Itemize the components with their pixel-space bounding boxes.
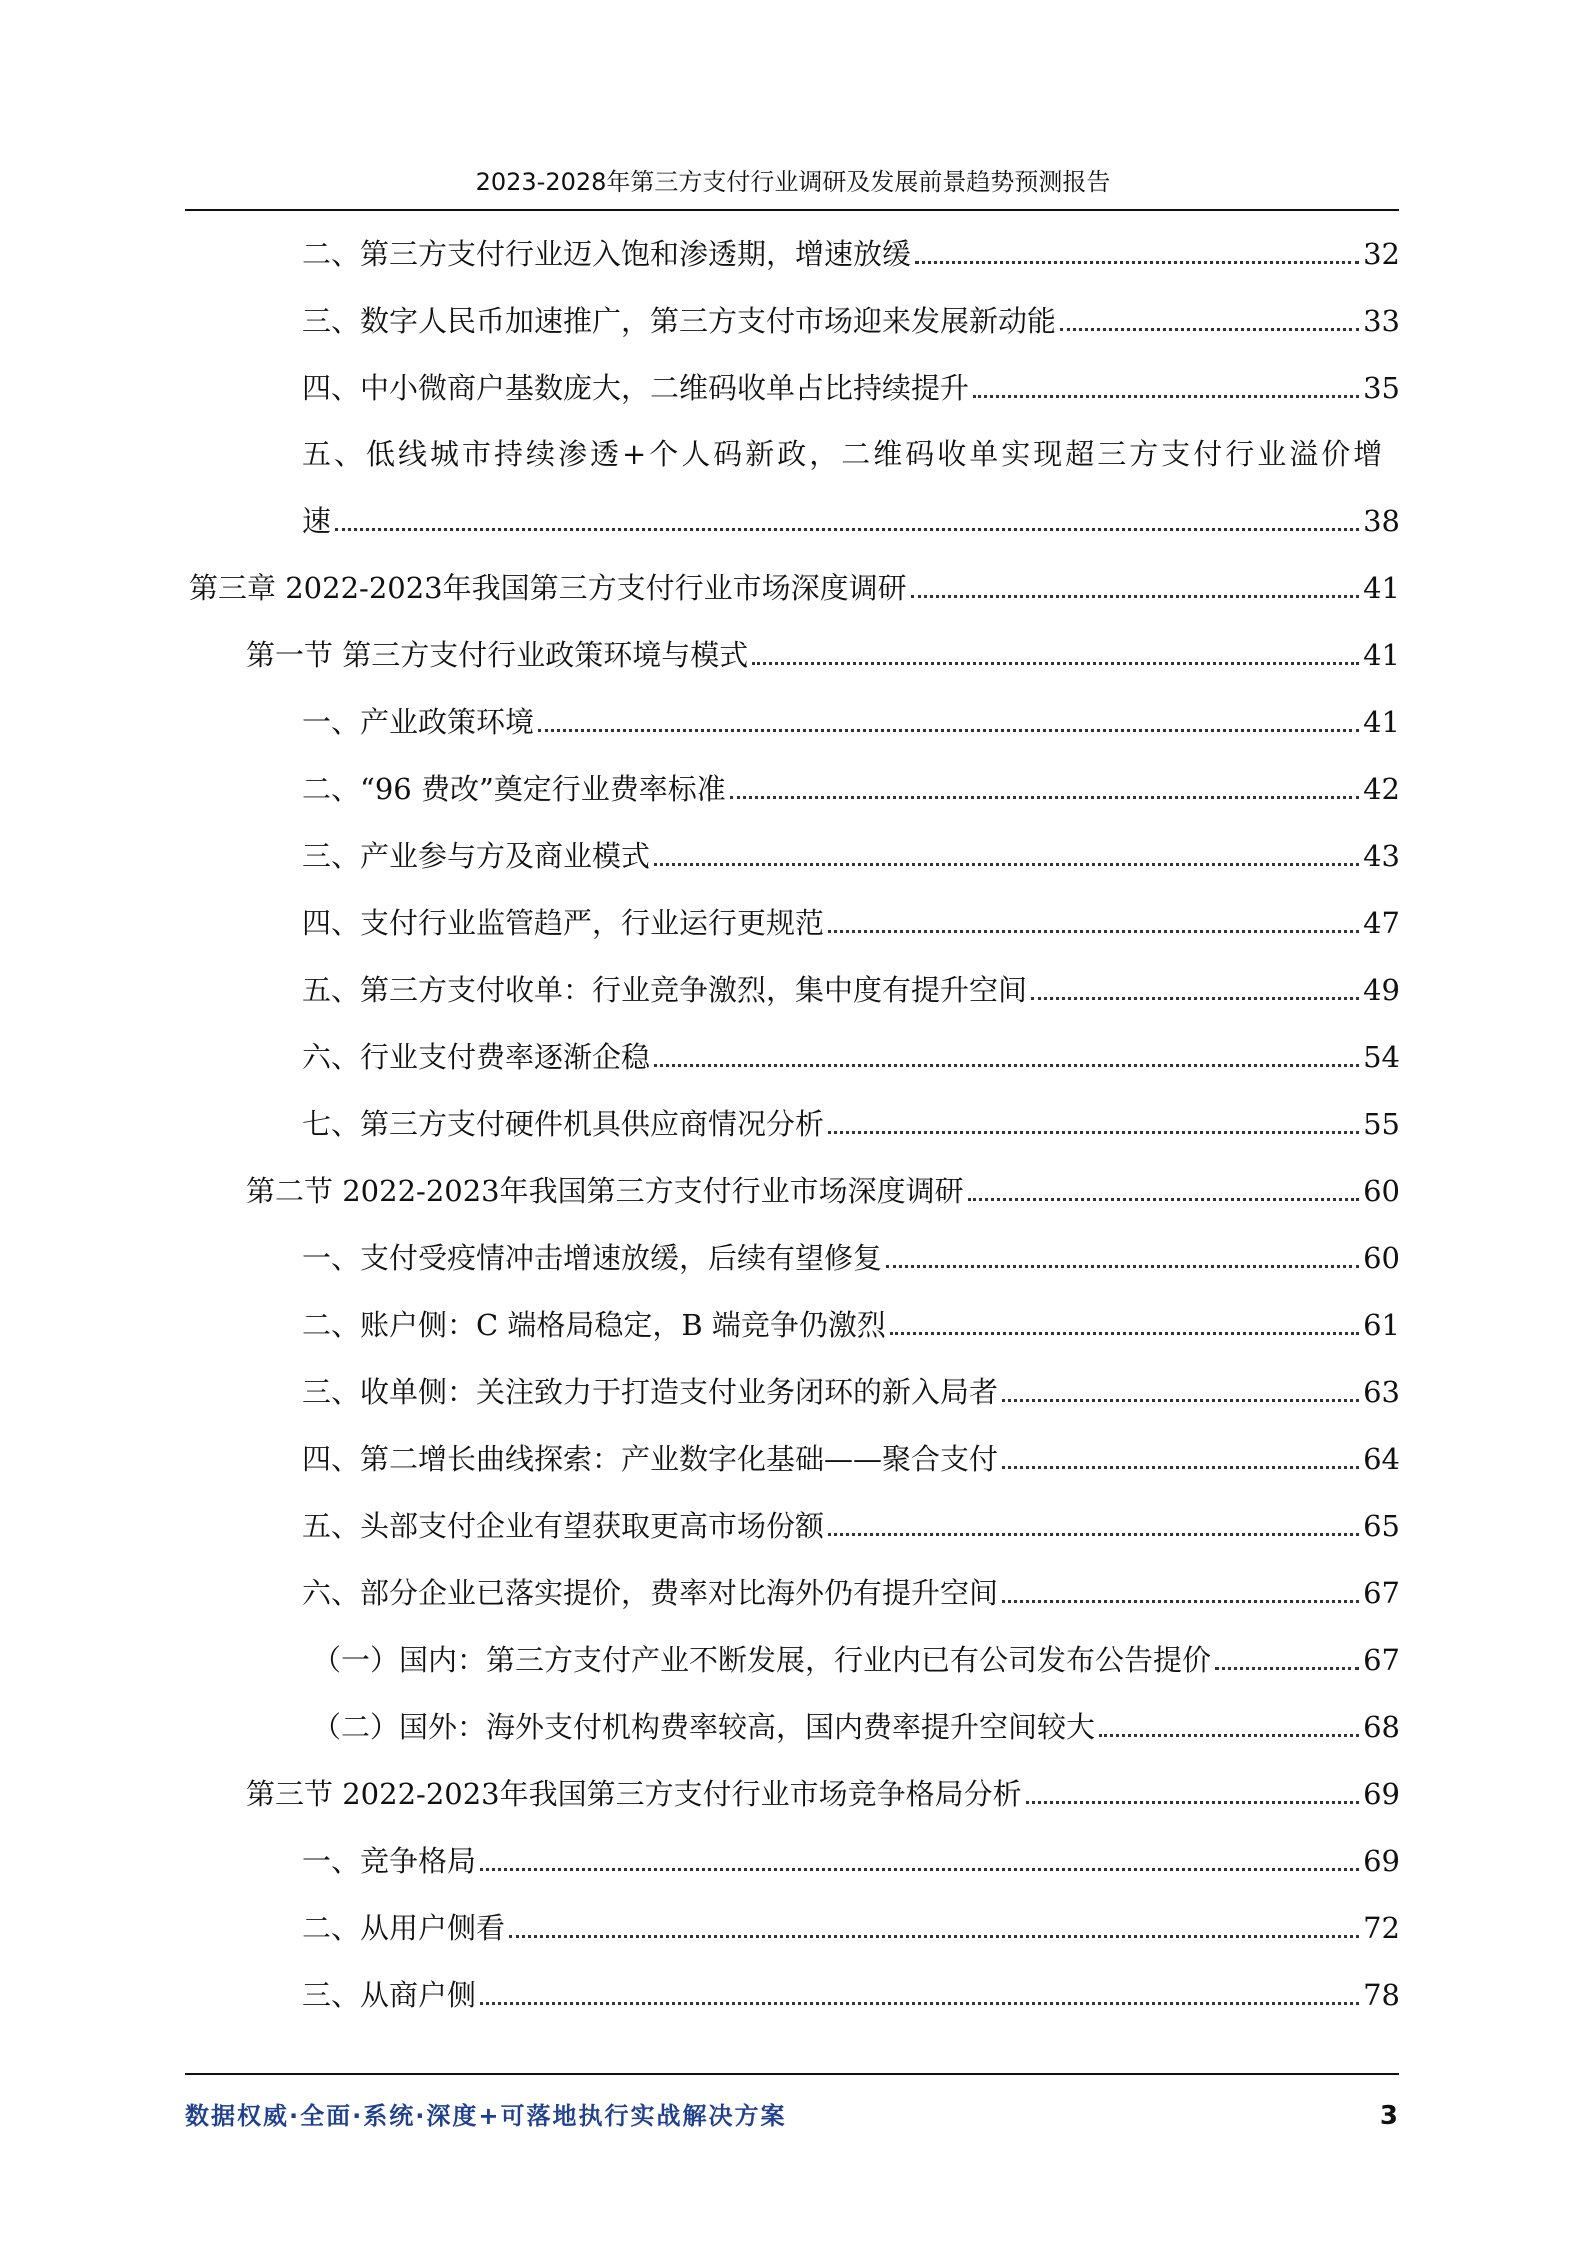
footer-divider [185, 2073, 1399, 2075]
toc-entry[interactable] [302, 1100, 1400, 1148]
toc-leader-dots [509, 1935, 1359, 1938]
toc-leader-dots [915, 261, 1359, 264]
toc-leader-dots [752, 662, 1359, 665]
toc-leader-dots [538, 729, 1359, 732]
toc-entry-page: 41 [1363, 705, 1400, 739]
toc-leader-dots [730, 796, 1359, 799]
toc-entry[interactable] [302, 899, 1400, 947]
toc-section[interactable] [246, 631, 1400, 679]
toc-entry-title: 第三节 2022-2023年我国第三方支付行业市场竞争格局分析 [246, 1777, 1022, 1811]
toc-entry-page: 55 [1363, 1107, 1400, 1141]
toc-entry-title: 五、头部支付企业有望获取更高市场份额 [302, 1509, 825, 1543]
toc-leader-dots [973, 395, 1359, 398]
toc-entry[interactable] [302, 1234, 1400, 1282]
toc-entry-title: （一）国内：第三方支付产业不断发展，行业内已有公司发布公告提价 [312, 1643, 1212, 1677]
toc-entry-title: 五、第三方支付收单：行业竞争激烈，集中度有提升空间 [302, 973, 1028, 1007]
toc-entry-page: 61 [1363, 1308, 1400, 1342]
toc-entry-page: 41 [1363, 571, 1400, 605]
toc-entry-page: 72 [1363, 1911, 1400, 1945]
toc-entry[interactable] [302, 698, 1400, 746]
toc-leader-dots [1031, 997, 1359, 1000]
toc-entry-page: 78 [1363, 1978, 1400, 2012]
toc-section[interactable] [246, 1770, 1400, 1818]
toc-entry-page: 65 [1363, 1509, 1400, 1543]
toc-entry-title: 四、第二增长曲线探索：产业数字化基础——聚合支付 [302, 1442, 999, 1476]
toc-entry-page: 60 [1363, 1174, 1400, 1208]
toc-entry[interactable] [302, 1301, 1400, 1349]
toc-entry[interactable] [302, 966, 1400, 1014]
toc-entry-title: 一、支付受疫情冲击增速放缓，后续有望修复 [302, 1241, 883, 1275]
toc-entry-page: 64 [1363, 1442, 1400, 1476]
toc-entry[interactable] [302, 1435, 1400, 1483]
toc-leader-dots [911, 595, 1359, 598]
toc-leader-dots [480, 1868, 1359, 1871]
toc-subentry[interactable] [312, 1636, 1400, 1684]
toc-entry-page: 49 [1363, 973, 1400, 1007]
toc-entry-title: 六、行业支付费率逐渐企稳 [302, 1040, 651, 1074]
toc-entry-title: 二、账户侧：C 端格局稳定，B 端竞争仍激烈 [302, 1308, 886, 1342]
toc-entry-page: 43 [1363, 839, 1400, 873]
toc-leader-dots [335, 528, 1359, 531]
toc-leader-dots [828, 930, 1359, 933]
toc-entry[interactable] [302, 230, 1400, 278]
toc-entry-title: 三、产业参与方及商业模式 [302, 839, 651, 873]
toc-entry-title: 三、从商户侧 [302, 1978, 477, 2012]
toc-entry-page: 67 [1363, 1576, 1400, 1610]
page-header-title: 2023-2028年第三方支付行业调研及发展前景趋势预测报告 [475, 168, 1111, 196]
toc-entry[interactable] [302, 364, 1400, 412]
toc-entry-page: 35 [1363, 371, 1400, 405]
toc-leader-dots [480, 2002, 1359, 2005]
toc-entry-title: 一、竞争格局 [302, 1844, 477, 1878]
toc-leader-dots [886, 1265, 1359, 1268]
toc-entry-page: 68 [1363, 1710, 1400, 1744]
toc-leader-dots [1099, 1734, 1359, 1737]
toc-entry-title: 第二节 2022-2023年我国第三方支付行业市场深度调研 [246, 1174, 964, 1208]
toc-entry[interactable] [302, 1502, 1400, 1550]
toc-leader-dots [828, 1533, 1359, 1536]
toc-leader-dots [1002, 1466, 1359, 1469]
toc-entry-wrapped-line2[interactable] [302, 497, 1400, 545]
toc-entry-title: 二、第三方支付行业迈入饱和渗透期，增速放缓 [302, 237, 912, 271]
toc-leader-dots [890, 1332, 1359, 1335]
toc-leader-dots [654, 863, 1359, 866]
toc-leader-dots [1060, 328, 1359, 331]
toc-entry[interactable] [302, 1837, 1400, 1885]
toc-entry-page: 32 [1363, 237, 1400, 271]
toc-entry-title: 一、产业政策环境 [302, 705, 535, 739]
toc-entry-page: 42 [1363, 772, 1400, 806]
toc-entry-page: 33 [1363, 304, 1400, 338]
toc-entry-title: 第一节 第三方支付行业政策环境与模式 [246, 638, 749, 672]
toc-leader-dots [968, 1198, 1359, 1201]
toc-entry-title: 三、数字人民币加速推广，第三方支付市场迎来发展新动能 [302, 304, 1057, 338]
toc-section[interactable] [246, 1167, 1400, 1215]
toc-entry-page: 69 [1363, 1777, 1400, 1811]
toc-entry-page: 60 [1363, 1241, 1400, 1275]
toc-leader-dots [1026, 1801, 1359, 1804]
toc-entry[interactable] [302, 1971, 1400, 2019]
toc-entry-title: 四、支付行业监管趋严，行业运行更规范 [302, 906, 825, 940]
toc-subentry[interactable] [312, 1703, 1400, 1751]
toc-entry-page: 69 [1363, 1844, 1400, 1878]
toc-entry-title: 四、中小微商户基数庞大，二维码收单占比持续提升 [302, 371, 970, 405]
toc-leader-dots [828, 1131, 1359, 1134]
toc-entry-title: 三、收单侧：关注致力于打造支付业务闭环的新入局者 [302, 1375, 999, 1409]
toc-entry[interactable] [302, 832, 1400, 880]
toc-entry-title: 二、“96 费改”奠定行业费率标准 [302, 772, 726, 806]
toc-entry-title: 七、第三方支付硬件机具供应商情况分析 [302, 1107, 825, 1141]
toc-entry-page: 41 [1363, 638, 1400, 672]
toc-entry[interactable] [302, 1904, 1400, 1952]
toc-chapter[interactable] [189, 564, 1400, 612]
toc-leader-dots [1215, 1667, 1359, 1670]
toc-entry[interactable] [302, 1033, 1400, 1081]
toc-leader-dots [654, 1064, 1359, 1067]
page-number: 3 [1379, 2101, 1398, 2131]
toc-entry-page: 67 [1363, 1643, 1400, 1677]
toc-entry-title: 六、部分企业已落实提价，费率对比海外仍有提升空间 [302, 1576, 999, 1610]
toc-entry-page: 47 [1363, 906, 1400, 940]
toc-entry-title: 速 [302, 504, 332, 538]
toc-entry-title: 二、从用户侧看 [302, 1911, 506, 1945]
toc-entry[interactable] [302, 765, 1400, 813]
toc-entry[interactable] [302, 1368, 1400, 1416]
toc-entry-page: 38 [1363, 504, 1400, 538]
toc-entry-page: 63 [1363, 1375, 1400, 1409]
toc-leader-dots [1002, 1399, 1359, 1402]
toc-entry-page: 54 [1363, 1040, 1400, 1074]
toc-leader-dots [1002, 1600, 1359, 1603]
toc-entry-title: 第三章 2022-2023年我国第三方支付行业市场深度调研 [189, 571, 907, 605]
footer-slogan: 数据权威·全面·系统·深度+可落地执行实战解决方案 [185, 2102, 787, 2130]
toc-entry[interactable] [302, 297, 1400, 345]
toc-entry[interactable] [302, 1569, 1400, 1617]
toc-entry-wrapped-line1[interactable]: 五、低线城市持续渗透+个人码新政，二维码收单实现超三方支付行业溢价增 [302, 437, 1386, 471]
toc-entry-title: （二）国外：海外支付机构费率较高，国内费率提升空间较大 [312, 1710, 1096, 1744]
